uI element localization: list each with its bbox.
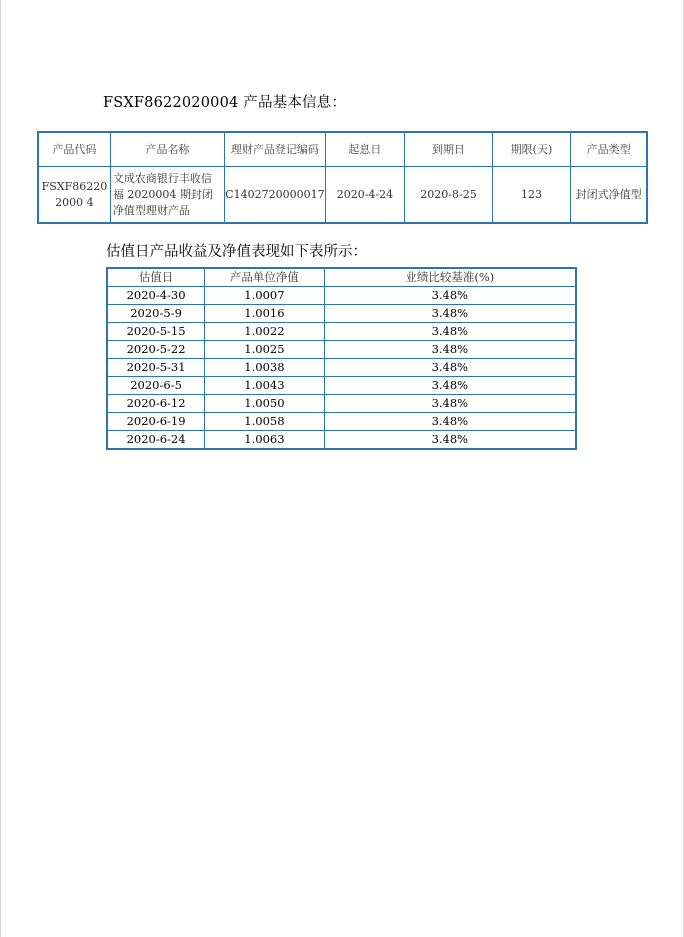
page-edge-left [0, 0, 1, 937]
nav-cell: 1.0016 [205, 305, 325, 323]
end-date-cell: 2020-8-25 [405, 167, 492, 224]
date-cell: 2020-6-24 [107, 431, 205, 450]
date-cell: 2020-6-5 [107, 377, 205, 395]
benchmark-cell: 3.48% [324, 305, 576, 323]
table-row [107, 413, 576, 431]
header-cell: 业绩比较基准(%) [324, 268, 576, 287]
table-row [107, 341, 576, 359]
nav-cell: 1.0058 [205, 413, 325, 431]
nav-cell: 1.0063 [205, 431, 325, 450]
benchmark-cell: 3.48% [324, 413, 576, 431]
header-cell: 估值日 [107, 268, 205, 287]
table-row [107, 431, 576, 450]
header-cell: 产品代码 [38, 132, 110, 167]
registration-code-cell: C1402720000017 [225, 167, 325, 224]
benchmark-cell: 3.48% [324, 323, 576, 341]
header-cell: 产品名称 [110, 132, 224, 167]
benchmark-cell: 3.48% [324, 377, 576, 395]
table-row [107, 323, 576, 341]
date-cell: 2020-6-12 [107, 395, 205, 413]
nav-cell: 1.0038 [205, 359, 325, 377]
nav-table [106, 267, 577, 450]
product-info-header-row [38, 132, 647, 167]
nav-table-header-row [107, 268, 576, 287]
date-cell: 2020-5-31 [107, 359, 205, 377]
nav-performance-heading: 估值日产品收益及净值表现如下表所示： [106, 244, 367, 260]
product-info-heading: FSXF8622020004 产品基本信息： [103, 95, 347, 111]
date-cell: 2020-5-15 [107, 323, 205, 341]
product-type-cell: 封闭式净值型 [571, 167, 647, 224]
date-cell: 2020-6-19 [107, 413, 205, 431]
nav-cell: 1.0007 [205, 287, 325, 305]
product-name-cell: 文成农商银行丰收信福 2020004 期封闭净值型理财产品 [110, 167, 224, 224]
nav-cell: 1.0022 [205, 323, 325, 341]
benchmark-cell: 3.48% [324, 287, 576, 305]
benchmark-cell: 3.48% [324, 359, 576, 377]
header-cell: 理财产品登记编码 [225, 132, 325, 167]
date-cell: 2020-5-9 [107, 305, 205, 323]
benchmark-cell: 3.48% [324, 395, 576, 413]
header-cell: 到期日 [405, 132, 492, 167]
nav-cell: 1.0025 [205, 341, 325, 359]
benchmark-cell: 3.48% [324, 431, 576, 450]
nav-cell: 1.0050 [205, 395, 325, 413]
benchmark-cell: 3.48% [324, 341, 576, 359]
table-row [107, 395, 576, 413]
table-row [107, 377, 576, 395]
term-days-cell: 123 [492, 167, 570, 224]
table-row [107, 305, 576, 323]
table-row [107, 359, 576, 377]
date-cell: 2020-4-30 [107, 287, 205, 305]
header-cell: 产品类型 [571, 132, 647, 167]
start-date-cell: 2020-4-24 [325, 167, 405, 224]
table-row [107, 287, 576, 305]
product-code-cell: FSXF862202000 4 [38, 167, 110, 224]
nav-cell: 1.0043 [205, 377, 325, 395]
header-cell: 产品单位净值 [205, 268, 325, 287]
date-cell: 2020-5-22 [107, 341, 205, 359]
product-info-row [38, 167, 647, 224]
header-cell: 期限(天) [492, 132, 570, 167]
header-cell: 起息日 [325, 132, 405, 167]
product-info-table [37, 131, 648, 224]
